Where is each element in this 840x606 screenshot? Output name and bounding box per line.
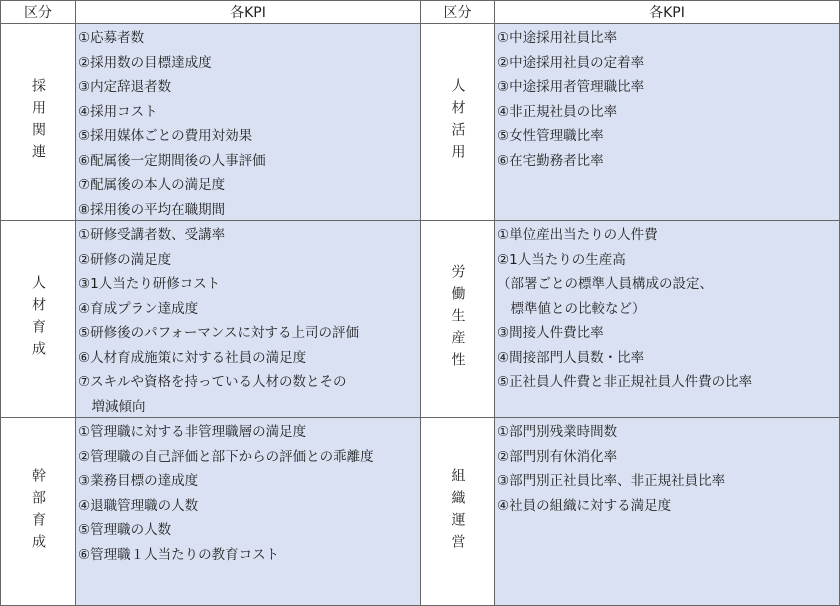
kpi-item: ①研修受講者数、受講率 xyxy=(78,227,226,243)
kpi-item: ③部門別正社員比率、非正規社員比率 xyxy=(497,473,726,489)
header-kpi-left xyxy=(75,0,421,24)
kpi-item: ②管理職の自己評価と部下からの評価との乖離度 xyxy=(78,448,374,465)
kpi-item: ②採用数の目標達成度 xyxy=(78,54,212,71)
kpi-list-kanbu-ikusei xyxy=(75,417,421,606)
kpi-item: ④育成プラン達成度 xyxy=(78,300,199,317)
kpi-item-note: 標準値との比較など） xyxy=(497,300,646,317)
kpi-item: ①部門別残業時間数 xyxy=(497,424,618,440)
kpi-item: ②1人当たりの生産高 xyxy=(497,251,626,268)
kpi-item: ①管理職に対する非管理職層の満足度 xyxy=(78,424,307,440)
header-category-right-label: 区分 xyxy=(443,5,472,21)
kpi-list-rodo-seisansei xyxy=(494,220,840,418)
category-soshiki-unei xyxy=(420,417,495,606)
kpi-list-soshiki-unei xyxy=(494,417,840,606)
kpi-item-note: （部署ごとの標準人員構成の設定、 xyxy=(497,276,713,292)
kpi-item: ④採用コスト xyxy=(78,103,158,120)
category-rodo-seisansei xyxy=(420,220,495,418)
kpi-item: ①単位産出当たりの人件費 xyxy=(497,227,658,243)
header-category-right xyxy=(420,0,495,24)
kpi-list-saiyo xyxy=(75,23,421,221)
kpi-item: ⑤採用媒体ごとの費用対効果 xyxy=(78,128,253,144)
kpi-item: ③業務目標の達成度 xyxy=(78,473,199,489)
kpi-item: ③中途採用者管理職比率 xyxy=(497,79,645,95)
kpi-item: ③間接人件費比率 xyxy=(497,325,604,341)
kpi-item: ②中途採用社員の定着率 xyxy=(497,54,645,71)
category-label: 採用関連 xyxy=(30,78,46,166)
kpi-item: ⑦配属後の本人の満足度 xyxy=(78,177,226,193)
kpi-item: ④社員の組織に対する満足度 xyxy=(497,497,672,514)
header-kpi-right-label: 各KPI xyxy=(649,5,685,21)
kpi-item: ③1人当たり研修コスト xyxy=(78,276,221,292)
header-kpi-left-label: 各KPI xyxy=(230,5,266,21)
category-jinzai-ikusei xyxy=(0,220,76,418)
kpi-item: ⑦スキルや資格を持っている人材の数とその xyxy=(78,374,347,390)
category-label: 組織運営 xyxy=(449,467,466,556)
kpi-item: ⑥人材育成施策に対する社員の満足度 xyxy=(78,349,307,366)
category-saiyo xyxy=(0,23,76,221)
kpi-item: ④間接部門人員数・比率 xyxy=(497,349,645,366)
kpi-item: ③内定辞退者数 xyxy=(78,79,172,95)
kpi-item-continuation: 増減傾向 xyxy=(78,398,146,415)
category-label: 人材育成 xyxy=(30,275,46,363)
kpi-item: ④退職管理職の人数 xyxy=(78,497,199,514)
category-label: 人材活用 xyxy=(449,78,466,166)
header-category-left xyxy=(0,0,76,24)
kpi-item: ⑤管理職の人数 xyxy=(78,522,172,538)
category-label: 幹部育成 xyxy=(30,467,46,556)
kpi-item: ⑤正社員人件費と非正規社員人件費の比率 xyxy=(497,374,753,390)
kpi-item: ⑤研修後のパフォーマンスに対する上司の評価 xyxy=(78,325,360,341)
kpi-list-jinzai-katsuyo xyxy=(494,23,840,221)
category-label: 労働生産性 xyxy=(449,264,466,374)
kpi-item: ②研修の満足度 xyxy=(78,251,172,268)
kpi-item: ①応募者数 xyxy=(78,30,145,46)
kpi-item: ④非正規社員の比率 xyxy=(497,103,618,120)
kpi-item: ⑤女性管理職比率 xyxy=(497,128,604,144)
kpi-item: ⑧採用後の平均在職期間 xyxy=(78,201,226,218)
header-category-left-label: 区分 xyxy=(24,5,52,21)
kpi-item: ①中途採用社員比率 xyxy=(497,30,618,46)
category-jinzai-katsuyo xyxy=(420,23,495,221)
kpi-item: ⑥配属後一定期間後の人事評価 xyxy=(78,152,266,169)
kpi-item: ⑥在宅勤務者比率 xyxy=(497,152,604,169)
kpi-item: ⑥管理職１人当たりの教育コスト xyxy=(78,546,280,563)
header-kpi-right xyxy=(494,0,840,24)
kpi-item: ②部門別有休消化率 xyxy=(497,448,618,465)
category-kanbu-ikusei xyxy=(0,417,76,606)
kpi-list-jinzai-ikusei xyxy=(75,220,421,418)
